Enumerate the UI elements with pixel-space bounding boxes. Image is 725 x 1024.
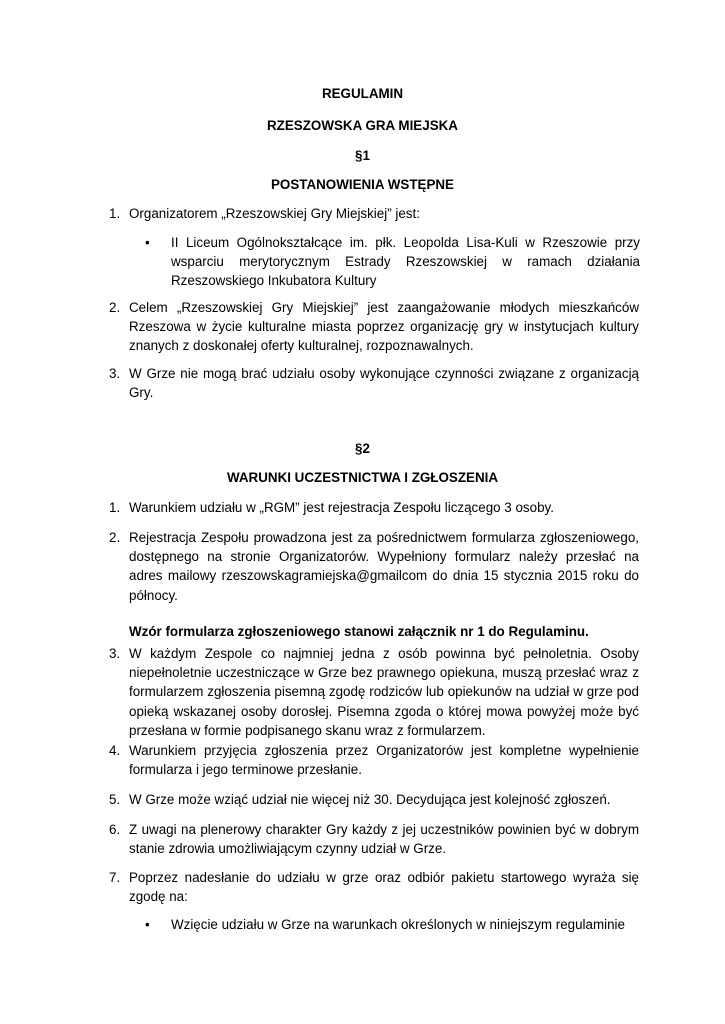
section-2-item-4 <box>109 741 639 779</box>
form-attachment-note: Wzór formularza zgłoszeniowego stanowi załącznik nr 1 do Regulaminu. <box>129 624 589 640</box>
item-number: 1. <box>109 500 121 515</box>
item-text: Rejestracja Zespołu prowadzona jest za pośrednictwem formularza zgłoszeniowego, dostępnego na stronie Organizatorów. Wypełniony formularz należy przesłać na adres mailowy rzeszowskagramiejska@gmailcom do dnia 15 stycznia 2015 roku do północy. <box>129 530 639 603</box>
section-1-item-3 <box>109 364 639 402</box>
section-1-heading: POSTANOWIENIA WSTĘPNE <box>270 177 454 192</box>
section-1-bullet-1 <box>145 234 640 290</box>
item-text: W Grze może wziąć udział nie więcej niż 30. Decydująca jest kolejność zgłoszeń. <box>129 792 611 807</box>
section-2-item-6 <box>109 820 639 858</box>
item-number: 4. <box>109 743 121 758</box>
section-2-item-1 <box>109 498 639 517</box>
section-2-heading: WARUNKI UCZESTNICTWA I ZGŁOSZENIA <box>226 470 499 485</box>
item-number: 5. <box>109 792 121 807</box>
item-number: 3. <box>109 366 121 381</box>
bullet-text: Wzięcie udziału w Grze na warunkach określonych w niniejszym regulaminie <box>171 917 625 932</box>
item-number: 7. <box>109 870 121 885</box>
item-text: Celem „Rzeszowskiej Gry Miejskiej” jest zaangażowanie młodych mieszkańców Rzeszowa w życie kulturalne miasta poprzez organizację gry w instytucjach kultury znanych z doskonałej oferty kulturalnej, rozpoznawalnych. <box>129 300 639 354</box>
section-2-item-7 <box>109 868 639 906</box>
item-text: Warunkiem udziału w „RGM” jest rejestracja Zespołu liczącego 3 osoby. <box>129 500 554 515</box>
bullet-icon: • <box>145 235 150 250</box>
section-1-item-1 <box>109 204 639 223</box>
section-2-item-3 <box>109 644 639 740</box>
section-1-number: §1 <box>355 148 370 163</box>
document-subtitle: RZESZOWSKA GRA MIEJSKA <box>267 118 458 133</box>
item-number: 6. <box>109 822 121 837</box>
item-text: Poprzez nadesłanie do udziału w grze oraz odbiór pakietu startowego wyraża się zgodę na: <box>129 870 639 905</box>
section-2-number: §2 <box>355 441 370 456</box>
section-1-item-2 <box>109 298 639 356</box>
item-number: 1. <box>109 206 121 221</box>
item-text: Warunkiem przyjęcia zgłoszenia przez Organizatorów jest kompletne wypełnienie formularza i jego terminowe przesłanie. <box>129 743 639 778</box>
section-2-bullet-1 <box>145 916 640 935</box>
item-text: W każdym Zespole co najmniej jedna z osób powinna być pełnoletnia. Osoby niepełnoletnie uczestniczące w Grze bez prawnego opiekuna, muszą przesłać wraz z formularzem zgłoszenia pisemną zgodę rodziców lub opiekunów na udział w grze pod opieką wskazanej osoby dorosłej. Pisemna zgoda o której mowa powyżej może być przesłana w formie podpisanego skanu wraz z formularzem. <box>129 646 639 738</box>
bullet-icon: • <box>145 917 150 932</box>
item-text: W Grze nie mogą brać udziału osoby wykonujące czynności związane z organizacją Gry. <box>129 366 639 401</box>
section-2-item-2 <box>109 528 639 605</box>
item-text: Organizatorem „Rzeszowskiej Gry Miejskiej” jest: <box>129 206 420 221</box>
bullet-text: II Liceum Ogólnokształcące im. płk. Leopolda Lisa-Kuli w Rzeszowie przy wsparciu merytorycznym Estrady Rzeszowskiej w ramach działania Rzeszowskiego Inkubatora Kultury <box>171 235 640 288</box>
item-number: 3. <box>109 646 121 661</box>
item-number: 2. <box>109 530 121 545</box>
item-text: Z uwagi na plenerowy charakter Gry każdy z jej uczestników powinien być w dobrym stanie zdrowia umożliwiającym czynny udział w Grze. <box>129 822 639 857</box>
document-title: REGULAMIN <box>321 86 404 101</box>
section-2-item-5 <box>109 790 639 809</box>
item-number: 2. <box>109 300 121 315</box>
